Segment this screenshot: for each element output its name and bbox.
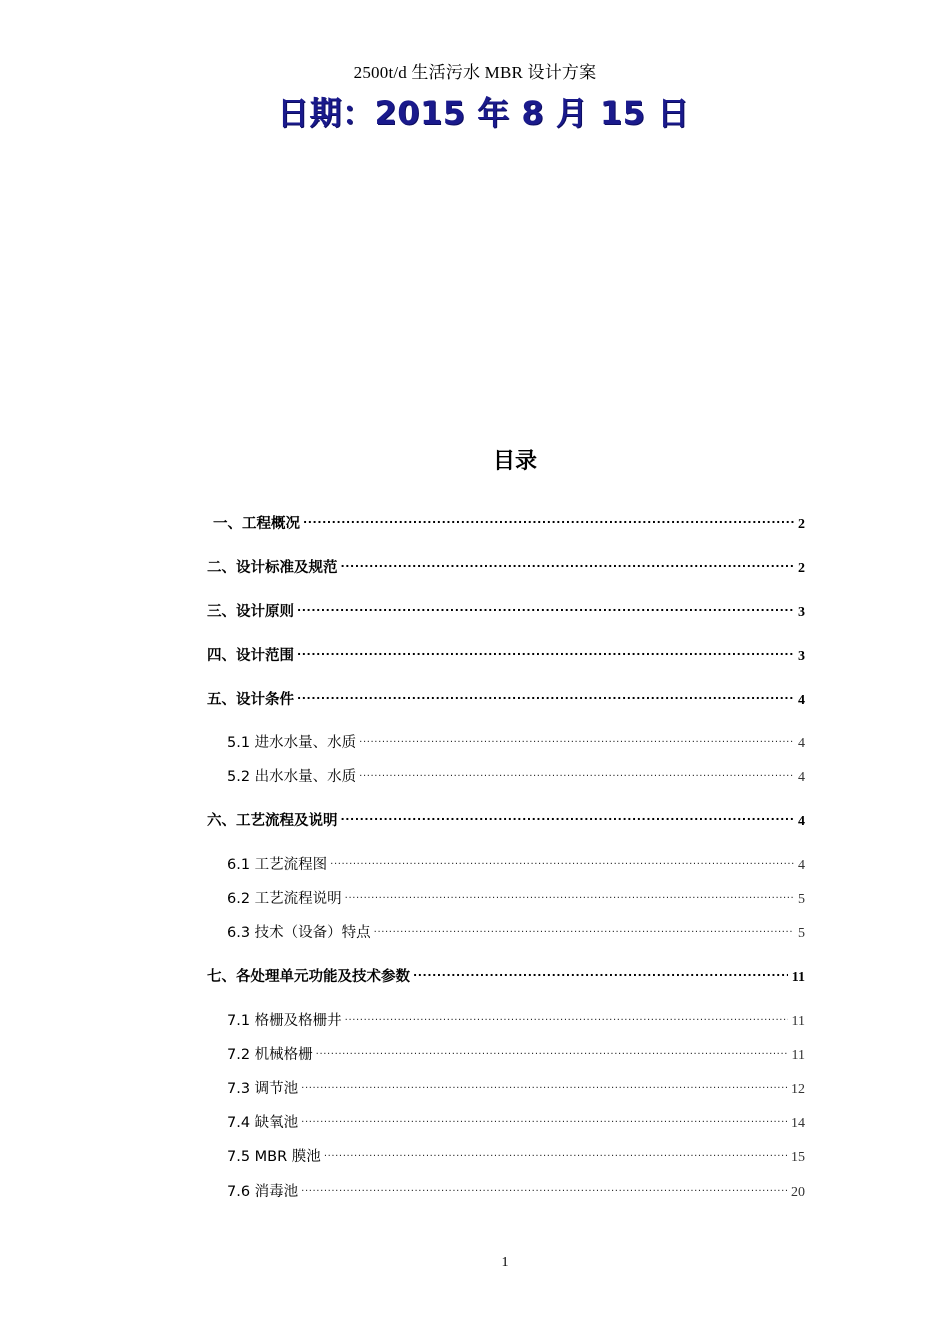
toc-leader-dots [345,1011,788,1026]
toc-entry-page: 2 [798,517,805,532]
toc-entry-label: 二、设计标准及规范 [207,560,338,576]
toc-entry-page: 20 [791,1185,805,1200]
toc-entry-label: 6.2 工艺流程说明 [227,891,342,907]
toc-entry[interactable] [227,853,805,874]
toc-entry-page: 11 [791,1048,805,1063]
toc-leader-dots [359,767,794,782]
toc-entry-label: 一、工程概况 [213,516,300,532]
toc-leader-dots [301,1079,787,1094]
toc-entry-label: 六、工艺流程及说明 [207,813,338,829]
toc-entry[interactable] [227,1009,805,1030]
toc-entry-page: 15 [791,1150,805,1165]
toc-entry[interactable] [207,644,805,665]
toc-leader-dots [413,967,788,982]
toc-entry-page: 11 [791,970,805,985]
toc-leader-dots [297,646,794,661]
toc-entry-label: 三、设计原则 [207,604,294,620]
toc-entry-label: 7.6 消毒池 [227,1184,299,1200]
toc-entry[interactable] [207,556,805,577]
toc-entry-label: 五、设计条件 [207,692,294,708]
toc-leader-dots [324,1147,787,1162]
toc-entry-label: 7.2 机械格栅 [227,1047,313,1063]
toc-entry[interactable] [213,512,805,533]
toc-leader-dots [297,690,794,705]
toc-entry[interactable] [227,1145,805,1166]
toc-leader-dots [316,1045,788,1060]
toc-entry-label: 7.3 调节池 [227,1081,299,1097]
toc-leader-dots [330,855,794,870]
toc-entry[interactable] [207,965,805,986]
toc-entry-page: 4 [798,858,805,873]
toc-entry-page: 11 [791,1014,805,1029]
toc-entry[interactable] [227,1111,805,1132]
toc-entry-page: 4 [798,814,805,829]
toc-entry-label: 5.1 进水水量、水质 [227,735,357,751]
toc-entry-page: 3 [798,605,805,620]
toc-entry-page: 12 [791,1082,805,1097]
document-date: 日期：2015 年 8 月 15 日 [277,94,690,132]
toc-entry[interactable] [207,600,805,621]
toc-entry-page: 4 [798,770,805,785]
toc-leader-dots [374,923,794,938]
toc-entry[interactable] [227,731,805,752]
toc-entry-page: 14 [791,1116,805,1131]
toc-entry[interactable] [207,809,805,830]
toc-entry-page: 5 [798,926,805,941]
toc-entry-label: 6.3 技术（设备）特点 [227,925,371,941]
toc-entry-label: 7.5 MBR 膜池 [227,1149,321,1165]
toc-entry[interactable] [227,1180,805,1201]
toc-entry[interactable] [227,1043,805,1064]
toc-title: 目录 [492,449,537,474]
toc-entry-page: 4 [798,736,805,751]
toc-leader-dots [301,1182,787,1197]
toc-entry-page: 2 [798,561,805,576]
toc-leader-dots [359,733,794,748]
toc-entry-page: 3 [798,649,805,664]
toc-entry[interactable] [227,887,805,908]
toc-entry-label: 7.1 格栅及格栅井 [227,1013,342,1029]
toc-entry-page: 4 [798,693,805,708]
toc-entry[interactable] [227,765,805,786]
toc-entry-page: 5 [798,892,805,907]
toc-leader-dots [297,602,794,617]
toc-entry-label: 四、设计范围 [207,648,294,664]
toc-entry[interactable] [227,1077,805,1098]
toc-leader-dots [303,514,794,529]
toc-entry-label: 七、各处理单元功能及技术参数 [207,969,410,985]
toc-leader-dots [341,811,795,826]
toc-entry[interactable] [227,921,805,942]
document-title: 2500t/d 生活污水 MBR 设计方案 [353,63,597,82]
toc-entry-label: 7.4 缺氧池 [227,1115,299,1131]
page-number: 1 [501,1255,509,1270]
toc-entry-label: 6.1 工艺流程图 [227,857,328,873]
toc-leader-dots [345,889,794,904]
toc-entry[interactable] [207,688,805,709]
toc-entry-label: 5.2 出水水量、水质 [227,769,357,785]
toc-leader-dots [301,1113,787,1128]
toc-leader-dots [341,558,795,573]
